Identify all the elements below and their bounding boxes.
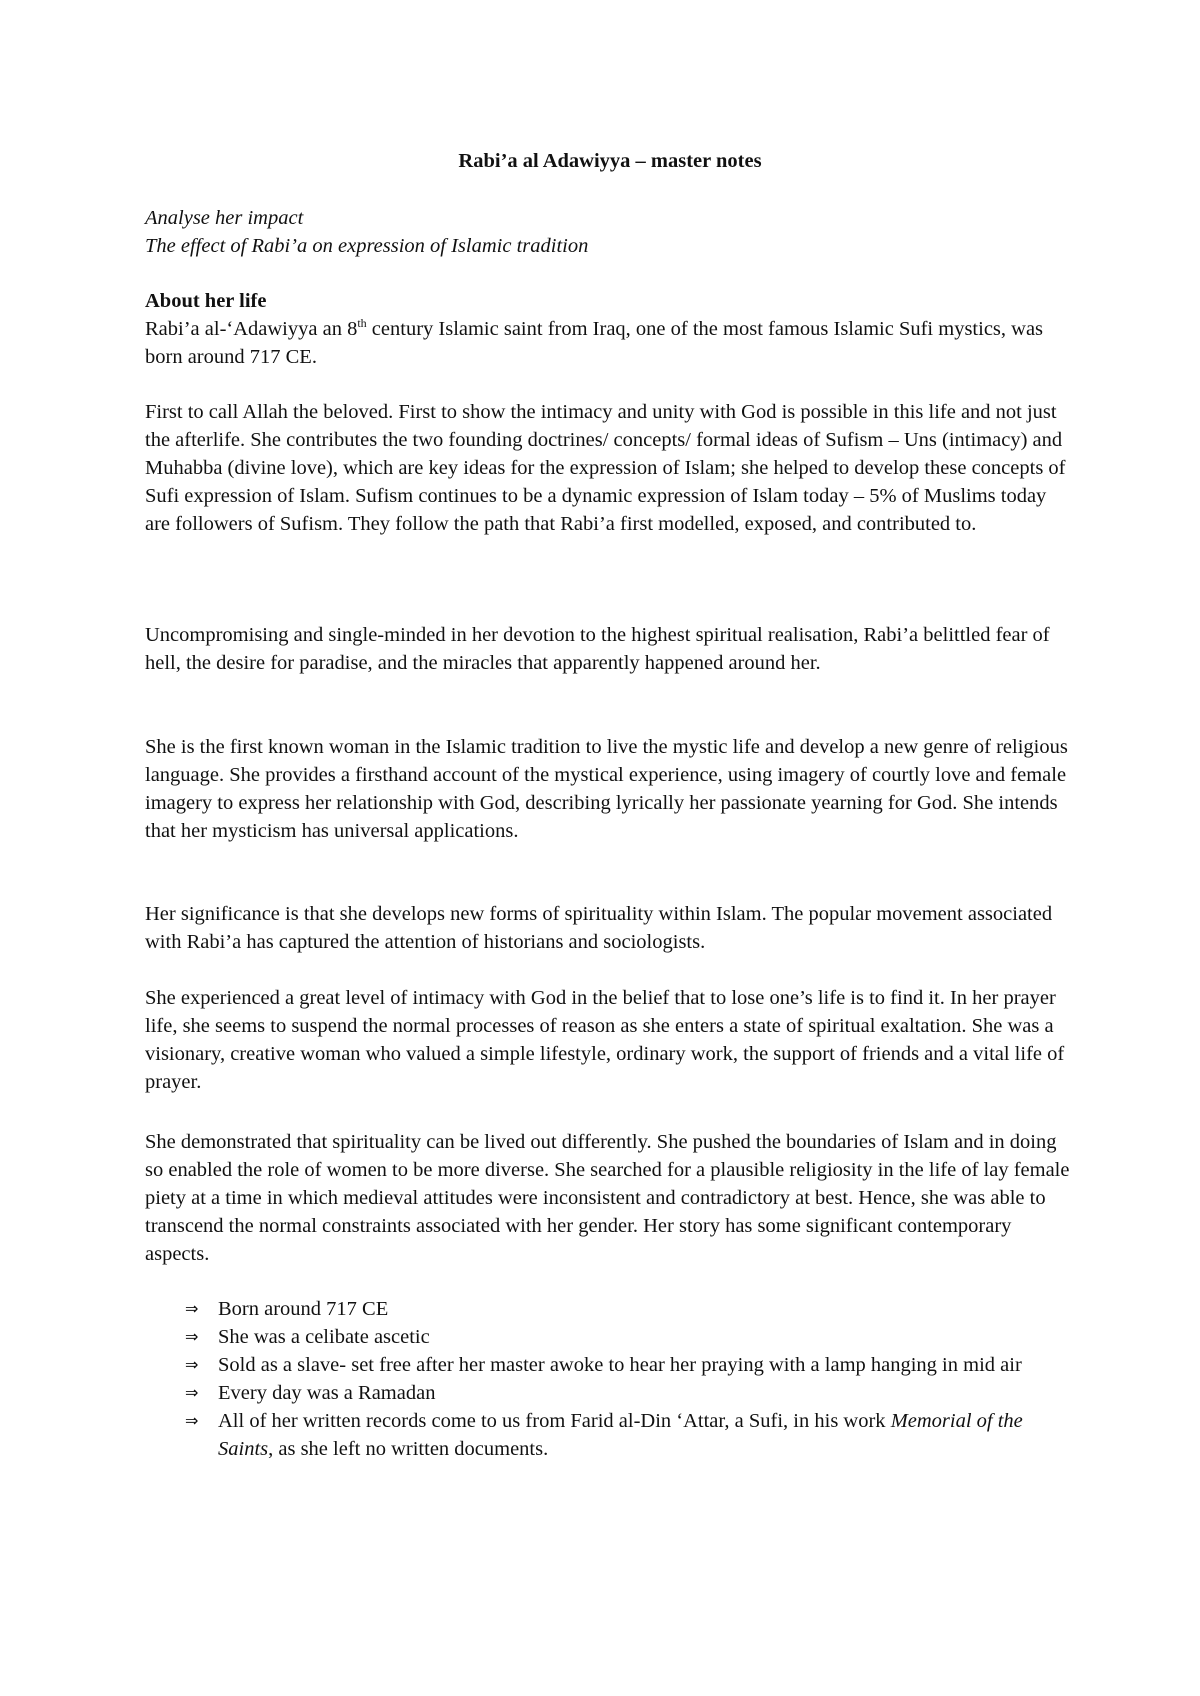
bullet-list [185, 1295, 1045, 1463]
bullet-text: She was a celibate ascetic [218, 1326, 430, 1348]
bullet-item [185, 1407, 1045, 1463]
book-title: Memorial of the Saints [218, 1410, 1023, 1460]
bullet-text: Sold as a slave- set free after her master awoke to hear her praying with a lamp hanging in mid air [218, 1354, 1022, 1376]
bullet-item [185, 1379, 1045, 1407]
double-arrow-icon: ⇒ [185, 1355, 199, 1374]
subtitle-analyse: Analyse her impact [145, 207, 304, 229]
intro-text-start: Rabi’a al-‘Adawiyya an 8 [145, 318, 358, 340]
document-title: Rabi’a al Adawiyya – master notes [458, 150, 762, 172]
double-arrow-icon: ⇒ [185, 1383, 199, 1402]
ordinal-superscript: th [357, 316, 367, 331]
bullet-text: Every day was a Ramadan [218, 1382, 436, 1404]
bullet-text: Born around 717 CE [218, 1298, 389, 1320]
section-heading-about-her-life: About her life [145, 290, 267, 312]
double-arrow-icon: ⇒ [185, 1299, 199, 1318]
subtitle-effect: The effect of Rabi’a on expression of Islamic tradition [145, 235, 589, 257]
bullet-item [185, 1295, 1045, 1323]
bullet-item [185, 1323, 1045, 1351]
paragraph-uncompromising: Uncompromising and single-minded in her devotion to the highest spiritual realisation, Rabi’a belittled fear of hell, the desire for paradise, and the miracles that apparently happened around her. [145, 624, 1050, 674]
subtitle-block [145, 204, 588, 260]
double-arrow-icon: ⇒ [185, 1327, 199, 1346]
bullet-text-end: , as she left no written documents. [268, 1438, 549, 1460]
paragraph-doctrines: First to call Allah the beloved. First to show the intimacy and unity with God is possible in this life and not just the afterlife. She contributes the two founding doctrines/ concepts/ formal ideas of Sufism – Uns (intimacy) and Muhabba (divine love), which are key ideas for the expression of Islam; she helped to develop these concepts of Sufi expression of Islam. Sufism continues to be a dynamic expression of Islam today – 5% of Muslims today are followers of Sufism. They follow the path that Rabi’a first modelled, exposed, and contributed to. [145, 401, 1066, 535]
paragraph-boundaries: She demonstrated that spirituality can be lived out differently. She pushed the boundaries of Islam and in doing so enabled the role of women to be more diverse. She searched for a plausible religiosity in the life of lay female piety at a time in which medieval attitudes were inconsistent and contradictory at best. Hence, she was able to transcend the normal constraints associated with her gender. Her story has some significant contemporary aspects. [145, 1131, 1070, 1265]
paragraph-intimacy: She experienced a great level of intimacy with God in the belief that to lose one’s life is to find it. In her prayer life, she seems to suspend the normal processes of reason as she enters a state of spiritual exaltation. She was a visionary, creative woman who valued a simple lifestyle, ordinary work, the support of friends and a vital life of prayer. [145, 987, 1065, 1093]
double-arrow-icon: ⇒ [185, 1411, 199, 1430]
paragraph-first-woman: She is the first known woman in the Islamic tradition to live the mystic life and develop a new genre of religious language. She provides a firsthand account of the mystical experience, using imagery of courtly love and female imagery to express her relationship with God, describing lyrically her passionate yearning for God. She intends that her mysticism has universal applications. [145, 736, 1068, 842]
intro-paragraph [145, 315, 1075, 371]
bullet-text-start: All of her written records come to us from Farid al-Din ‘Attar, a Sufi, in his work [218, 1410, 891, 1432]
paragraph-significance: Her significance is that she develops new forms of spirituality within Islam. The popular movement associated with Rabi’a has captured the attention of historians and sociologists. [145, 903, 1053, 953]
bullet-item [185, 1351, 1045, 1379]
intro-text-end: century Islamic saint from Iraq, one of the most famous Islamic Sufi mystics, was born around 717 CE. [145, 318, 1044, 368]
